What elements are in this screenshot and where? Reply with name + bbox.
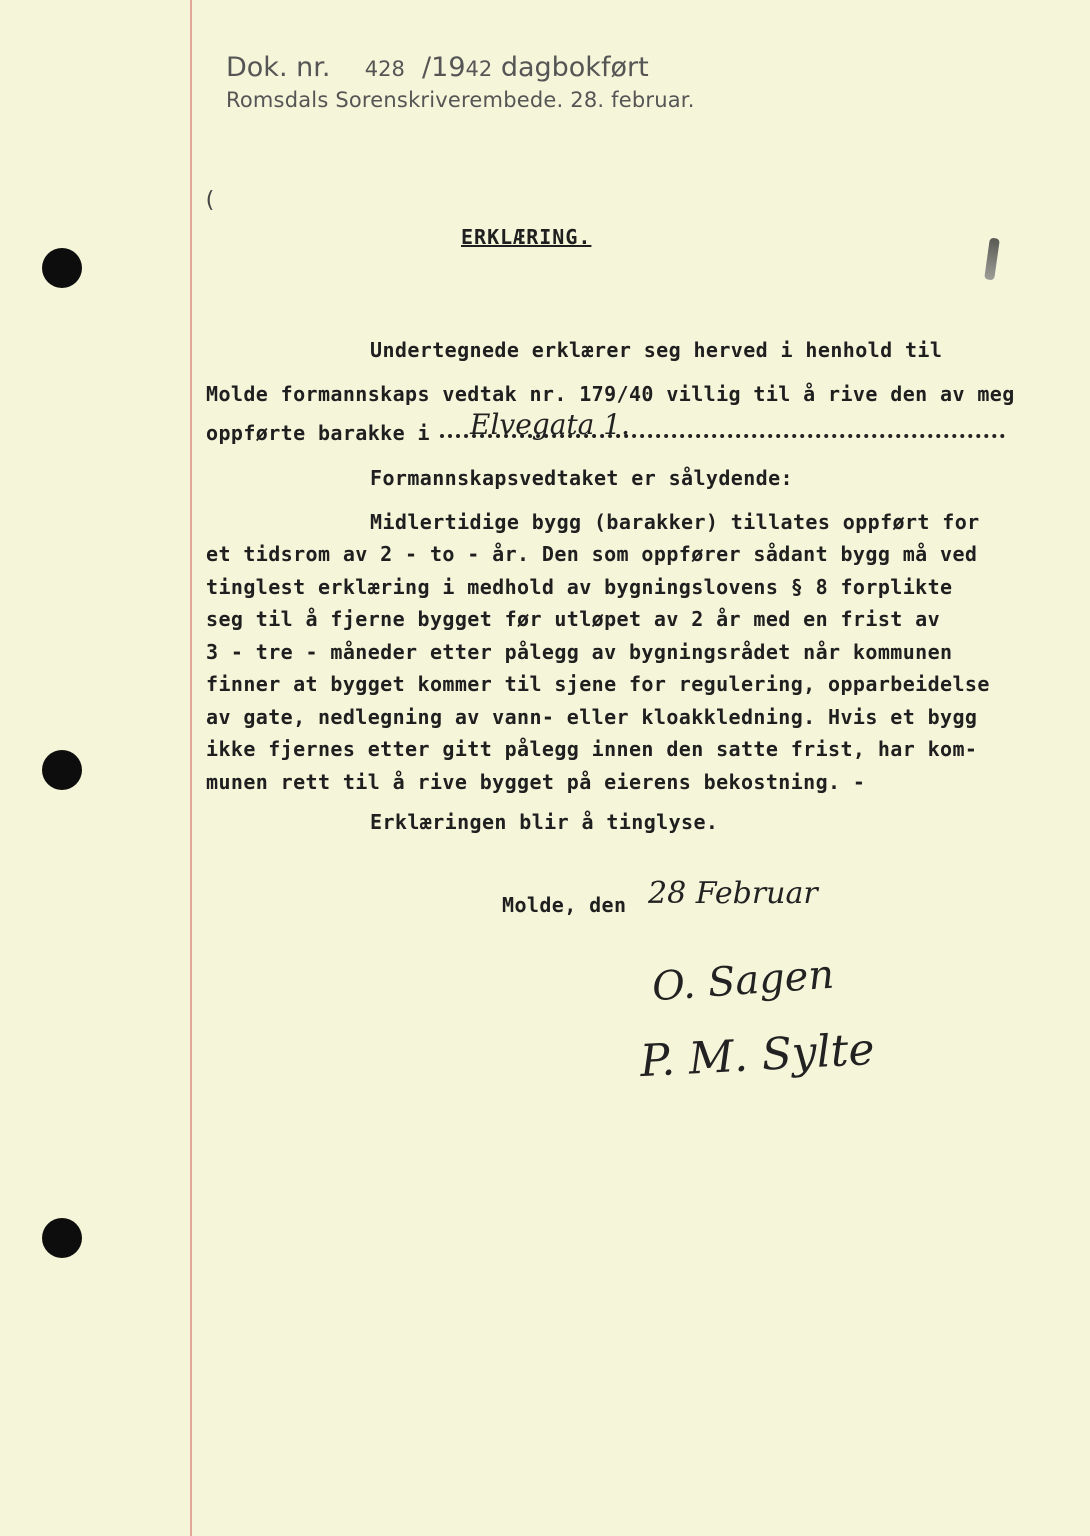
margin-line: [190, 0, 192, 1536]
punch-hole: [42, 248, 82, 288]
text-line: ikke fjernes etter gitt pålegg innen den satte frist, har kom-: [206, 737, 978, 761]
text-line: et tidsrom av 2 - to - år. Den som oppfører sådant bygg må ved: [206, 542, 978, 566]
text-line: Undertegnede erklærer seg herved i henhold til: [370, 338, 943, 362]
punch-hole: [42, 1218, 82, 1258]
text-line: tinglest erklæring i medhold av bygningslovens § 8 forplikte: [206, 575, 953, 599]
stamp-office: Romsdals Sorenskriverembede.: [226, 88, 564, 112]
text-line: Midlertidige bygg (barakker) tillates oppført for: [370, 510, 980, 534]
fill-in-dots: [440, 434, 1005, 438]
dok-nr-value: 428: [364, 57, 405, 81]
text-line: munen rett til å rive bygget på eierens bekostning. -: [206, 770, 866, 794]
text-line: seg til å fjerne bygget før utløpet av 2 år med en frist av: [206, 607, 941, 631]
text-line: Formannskapsvedtaket er sålydende:: [370, 466, 793, 490]
ink-mark: [984, 238, 1000, 281]
text-line: finner at bygget kommer til sjene for regulering, opparbeidelse: [206, 672, 990, 696]
year-prefix: /19: [422, 52, 466, 83]
dok-nr-label: Dok. nr.: [226, 52, 331, 83]
stamp-date: 28. februar.: [570, 88, 695, 112]
place-date-label: Molde, den: [502, 893, 627, 917]
text-line: oppførte barakke i: [206, 421, 430, 445]
dagbokfort-label: dagbokført: [500, 52, 649, 83]
text-line: Molde formannskaps vedtak nr. 179/40 villig til å rive den av meg: [206, 382, 1015, 406]
handwritten-date: 28 Februar: [648, 876, 818, 911]
stray-mark: (: [203, 188, 217, 213]
signature-2: P. M. Sylte: [638, 1023, 876, 1088]
registration-stamp: [226, 52, 649, 83]
text-line: Erklæringen blir å tinglyse.: [370, 810, 719, 834]
document-title: ERKLÆRING.: [461, 225, 592, 249]
signature-1: O. Sagen: [650, 951, 836, 1011]
year-suffix: 42: [465, 57, 493, 81]
handwritten-location: Elvegata 1.: [470, 408, 630, 441]
text-line: av gate, nedlegning av vann- eller kloakkledning. Hvis et bygg: [206, 705, 978, 729]
text-line: 3 - tre - måneder etter pålegg av bygningsrådet når kommunen: [206, 640, 953, 664]
stamp-office-line: [226, 88, 695, 112]
punch-hole: [42, 750, 82, 790]
